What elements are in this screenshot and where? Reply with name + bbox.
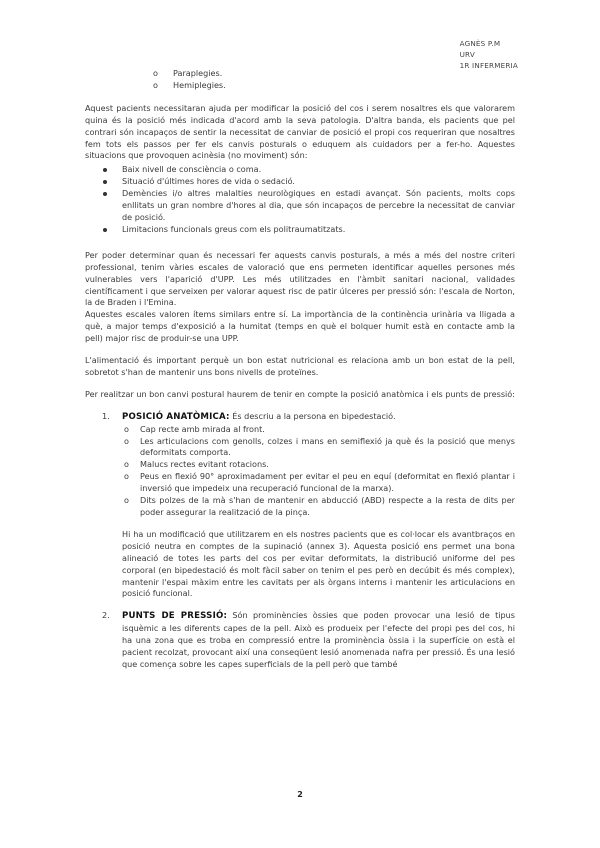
paragraph: Per realitzar un bon canvi postural haurem de tenir en compte la posició anatòmica i els punts de pressió: bbox=[85, 388, 515, 399]
sub-list bbox=[122, 424, 515, 519]
section-title: POSICIÓ ANATÒMICA: bbox=[122, 411, 230, 422]
section-anatomical-position bbox=[85, 411, 515, 601]
section-number: 1. bbox=[102, 410, 110, 421]
paragraph: Per poder determinar quan és necessari fer aquests canvis posturals, a més a més del nostre criteri professional, tenim vàries escales de valoració que ens permeten identificar aquelles persones més vulnerables vers l'aparició d'UPP. Les més utilitzades en l'àmbit sanitari nacional, validades científicament i que serveixen per valorar aquest risc de patir úlceres per pressió són: l'escala de Norton, la de Braden i l'Emina. bbox=[85, 249, 515, 308]
page-header bbox=[460, 38, 518, 71]
list-item: o Les articulacions com genolls, colzes i mans en semiflexió ja què és la posició que menys deformitats comporta. bbox=[122, 436, 515, 460]
list-item: Situació d'últimes hores de vida o sedació. bbox=[85, 176, 515, 188]
document-body bbox=[85, 68, 515, 681]
list-item: o Dits polzes de la mà s'han de mantenir en abducció (ABD) respecte a la resta de dits per poder assegurar la realització de la pinça. bbox=[122, 495, 515, 519]
section-number: 2. bbox=[102, 610, 110, 621]
paragraph: Aquest pacients necessitaran ajuda per modificar la posició del cos i serem nosaltres els que valorarem quina és la posició més indicada d'acord amb la seva patologia. D'altra banda, els pacients que pel contrari són incapaços de sentir la necessitat de canviar de posició el propi cos requeriran que nosaltres fem tots els passos per fer els canvis posturals o eduquem als cuidadors per a fer-ho. Aquestes situacions que provoquen acinèsia (no moviment) són: bbox=[85, 102, 515, 161]
list-item: o Malucs rectes evitant rotacions. bbox=[122, 459, 515, 471]
list-item: Baix nivell de consciència o coma. bbox=[85, 164, 515, 176]
section-pressure-points bbox=[85, 610, 515, 671]
list-item: o Hemiplegies. bbox=[85, 80, 515, 92]
list-item: o Cap recte amb mirada al front. bbox=[122, 424, 515, 436]
header-course: 1R INFERMERIA bbox=[459, 61, 518, 70]
section-note: Hi ha un modificació que utilitzarem en els nostres pacients que es col·locar els avantbraços en posició neutra en comptes de la supinació (annex 3). Aquesta posició ens permet una bona alineació de totes les parts del cos per evitar deformitats, la distribució uniforme del pes corporal (en bipedestació és molt fàcil saber on tenim el pes però en decúbit és més complex), mantenir l'espai màxim entre les cavitats per als òrgans interns i mantenir les articulacions en posició funcional. bbox=[122, 528, 515, 599]
list-item: o Paraplegies. bbox=[85, 68, 515, 80]
top-sublist bbox=[85, 68, 515, 92]
numbered-list bbox=[85, 411, 515, 671]
paragraph: L'alimentació és important perquè un bon estat nutricional es relaciona amb un bon estat de la pell, sobretot s'han de mantenir uns bons nivells de proteïnes. bbox=[85, 355, 515, 377]
header-university: URV bbox=[459, 50, 475, 59]
section-intro: És descriu a la persona en bipedestació. bbox=[229, 410, 396, 421]
header-author: AGNÈS P.M bbox=[459, 39, 501, 48]
section-title: PUNTS DE PRESSIÓ: bbox=[122, 611, 228, 622]
list-item: Demències i/o altres malalties neurològiques en estadi avançat. Són pacients, molts cops enllitats un gran nombre d'hores al dia, que són incapaços de percebre la necessitat de canviar de posició. bbox=[85, 188, 515, 224]
paragraph: Aquestes escales valoren ítems similars entre sí. La importància de la continència urinària va lligada a què, a major temps d'exposició a la humitat (temps en què el bolquer humit està en contacte amb la pell) major risc de produir-se una UPP. bbox=[85, 309, 515, 344]
list-item: o Peus en flexió 90° aproximadament per evitar el peu en equí (deformitat en flexió plantar i inversió que impedeix una recuperació funcional de la marxa). bbox=[122, 471, 515, 495]
list-item: Limitacions funcionals greus com els politraumatitzats. bbox=[85, 224, 515, 236]
bullet-list bbox=[85, 164, 515, 235]
page-number: 2 bbox=[297, 790, 303, 799]
section-text: Són prominències òssies que poden provocar una lesió de tipus isquèmic a les diferents capes de la pell. Això es produeix per l'efecte del propi pes del cos, hi ha una zona que es troba en compressió entre la prominència òssia i la superfície on està el pacient recolzat, provocant així una conseqüent lesió anomenada nafra per pressió. És una lesió que comença sobre les capes superficials de la pell però que també bbox=[122, 610, 515, 669]
